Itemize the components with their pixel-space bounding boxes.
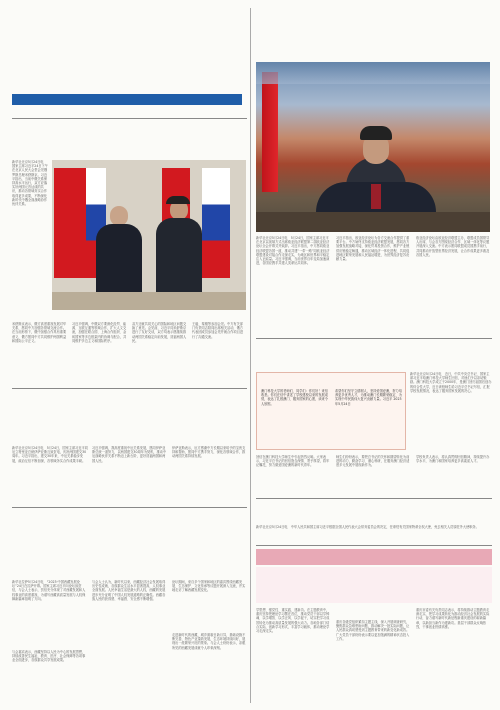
feature-body-a: 学思想、强党性、重实践、建新功。在主题教育中，重庆坚持把理论学习摆在首位，推动党员干部以学铸魂、以学增智、以学正风、以学促干，切实把学习成效转化为推动高质量发展的强大动力。各地各部门结合实际，创新学习形式，丰富学习载体，推动理论学习走深走实。 [256,608,330,634]
letter-box [256,372,406,450]
slogan-banner [256,549,492,565]
forum-body-col2: 习近平指出，欧亚经济论坛为各方交流合作提供了重要平台。中方始终支持欧亚经济联盟发展，愿同各方加强发展战略对接，深化贸易投资合作，维护产业链供应链稳定畅通，推动区域经济一体化进程，共同促进地区繁荣发展和人民福祉增进，为世界经济复苏贡献力量。 [336,236,410,262]
right-middle-body-a: 回信在澳门科技大学师生中引起热烈反响。大家表示，习近平总书记的回信饱含深情、寄予厚望，将牢记嘱托，努力做爱国爱澳的新时代青年。 [256,455,330,468]
feature-body-c: 重庆市委有关负责同志表示，将持续推动主题教育走深走实，把学习成果转化为推动经济社会发展的实际行动，奋力谱写新时代新征程新重庆建设的崭新篇章，以新担当新作为建新功。基层干部群众反响热烈，干事创业热情高涨。 [416,608,490,629]
right-middle-body-c: 学校负责人表示，将认真贯彻回信精神，持续提升办学水平，为澳门和国家培养更多高素质人才。 [416,455,490,464]
left-second-body-c: 伊萨亚斯表示，厄方感谢中方长期以来给予的宝贵支持和帮助，愿同中方携手努力，深化各领域合作，推动两国关系持续发展。 [172,446,246,459]
ambassador-body: 新华社北京5月24日电 中华人民共和国主席习近平根据全国人民代表大会常务委员会的决定，任命驻有关国家特命全权大使，免去相关人员原驻外大使职务。 [256,525,479,529]
flag-photo-left [262,72,278,192]
china-flag-left [54,168,86,278]
letter-body-a: 澳门科技大学的老师们、同学们：你们好！来信收悉。你们在信中讲述了学校建校以来的发展成绩，表达了扎根澳门、服务国家的心愿，读来令人欣慰。 [261,389,328,406]
left-third-body-a: 新华社拉萨5月24日电 “2023·中国西藏发展论坛”24日在拉萨开幕。国家主席习近平向论坛致贺信，与会人士表示，贺信充分体现了对西藏发展和人权事业的高度重视，为谱写西藏高质量发展与人权保障新篇章指明了方向。 [12,580,86,601]
date-line [12,94,242,105]
left-third-body-c: 论坛期间，来自多个国家和地区的嘉宾围绕西藏发展、生态保护、文化传承等议题开展深入交流，并实地走访了解西藏发展变化。 [172,580,246,593]
left-third-body-d: 与会嘉宾表示，西藏坚持以人民为中心的发展思想，持续改善民生福祉，教育、医疗、社会保障等各项事业全面进步，各族群众共享发展成果。 [12,650,86,663]
left-second-body-b: 习近平强调，我高度重视中厄关系发展，愿同伊萨亚斯总统一道努力，以两国建交30周年为契机，推动中厄战略伙伴关系不断迈上新台阶，更好造福两国和两国人民。 [92,446,167,463]
left-story-body-a: 米舒斯京表示，俄方高度重视发展对华关系，愿同中方加强各领域交流合作。在当前形势下，俄中加强合作具有重要意义，俄方愿同中方共同维护两国利益和国际公平正义。 [12,322,67,343]
letter-side-body: 新华社北京5月24日电 近日，中共中央总书记、国家主席习近平给澳门科技大学师生回信，对他们予以亲切勉励。澳门科技大学成立于2000年，是澳门回归祖国后创办的综合性大学，近日该校师生给习近平总书记写信，汇报学校发展情况，表达了服务国家发展的决心。 [410,372,492,393]
masthead-divider [12,118,247,119]
feature-body-b: 重庆各级党组织紧扣主题主线，深入开展调查研究，聚焦群众急难愁盼问题，推动解决一批实际问题，让人民群众真切感受到主题教育带来的新变化新成效。广大党员干部纷纷表示要以更加饱满的精神状态投入工作。 [336,620,410,641]
left-story-body-col: 新华社北京5月24日电 国家主席习近平24日下午在北京人民大会堂会见俄罗斯总理米舒斯京。习近平指出，当前中俄关系保持高水平运行，双方应落实好两国元首达成的共识，推动各领域务实合作取得更多成果，不断深化新时代中俄全面战略协作伙伴关系。 [12,160,48,207]
letter-body-b: 希望你们坚守立德树人，坚持爱国爱澳，努力培养更多优秀人才，为推动澳门长期繁荣稳定、为实现中华民族伟大复兴贡献力量。习近平 2023年5月24日 [335,389,402,406]
left-story-body-c: 双方还就共同关心的国际和地区问题交换了意见。会见前，习近平同米舒斯京进行了友好交谈，双方均表示愿继续推动两国关系稳定向前发展，造福两国人民。 [132,322,187,343]
left-story-body-b: 习近平强调，中俄双方要深化经贸、能源、互联互通等领域合作，扩大人文交流，加强在联合国、上海合作组织、金砖国家等多边框架内的协调与配合，共同维护多边主义和国际秩序。 [72,322,127,343]
column-divider [250,8,251,703]
right-middle-body-b: 师生们纷纷表示，要把总书记的关怀和期望转化为前进的动力，勤奋学习、潜心科研，在服务澳门经济适度多元发展中展现新作为。 [336,455,410,468]
forum-body-col3: 欧亚经济论坛由欧亚经济联盟主办，联盟成员国领导人出席，与会各方围绕经济合作、区域一体化等议题开展深入交流。中方表示愿同联盟成员国携手前行，共同推动开放型世界经济发展，让合作成果更多惠及各国人民。 [416,236,490,257]
meeting-photo [52,160,246,310]
left-story-body-d: 王毅、秦刚等参加会见。中方有关部门负责同志陪同出席相关活动，俄方代表团成员参加会见并就合作项目进行了沟通交流。 [192,322,243,339]
forum-body-col1: 新华社北京5月24日电 5月24日，国家主席习近平在北京以视频方式出席欧亚经济联盟第二届欧亚经济论坛全会开幕式并致辞。习近平指出，中方愿同欧亚经济联盟各国一道，推动共建“一带一路”同欧亚经济联盟建设对接合作走深走实，为地区和世界和平稳定注入正能量。习近平强调，当前世界百年变局加速演进，各国应携手共建人类命运共同体。 [256,236,330,266]
left-second-body-a: 新华社北京5月24日电 5月24日，国家主席习近平同厄立特里亚总统伊萨亚斯互致贺电，庆祝两国建交30周年。习近平指出，建交30年来，中厄关系稳步发展，政治互信不断加深，各领域务实合作成果丰硕。 [12,446,88,463]
left-third-body-e: 走进新时代的西藏，城乡面貌日新月异，基础设施不断完善，特色产业蓬勃发展，生态环境持续向好，展现出一派繁荣兴旺的景象。与会人士纷纷表示，亲眼所见的西藏发展成就令人印象深刻。 [172,633,246,650]
russia-flag-right [202,168,230,278]
left-third-body-b: 与会人士认为，新时代以来，西藏经济社会发展取得历史性成就，各族群众生活水平显著提高，人权事业全面发展。人民幸福生活是最大的人权，西藏的发展进步充分证明了中国人权发展道路的正确性。西藏各族人民的获得感、幸福感、安全感不断增强。 [92,580,166,601]
forum-photo [256,62,490,232]
